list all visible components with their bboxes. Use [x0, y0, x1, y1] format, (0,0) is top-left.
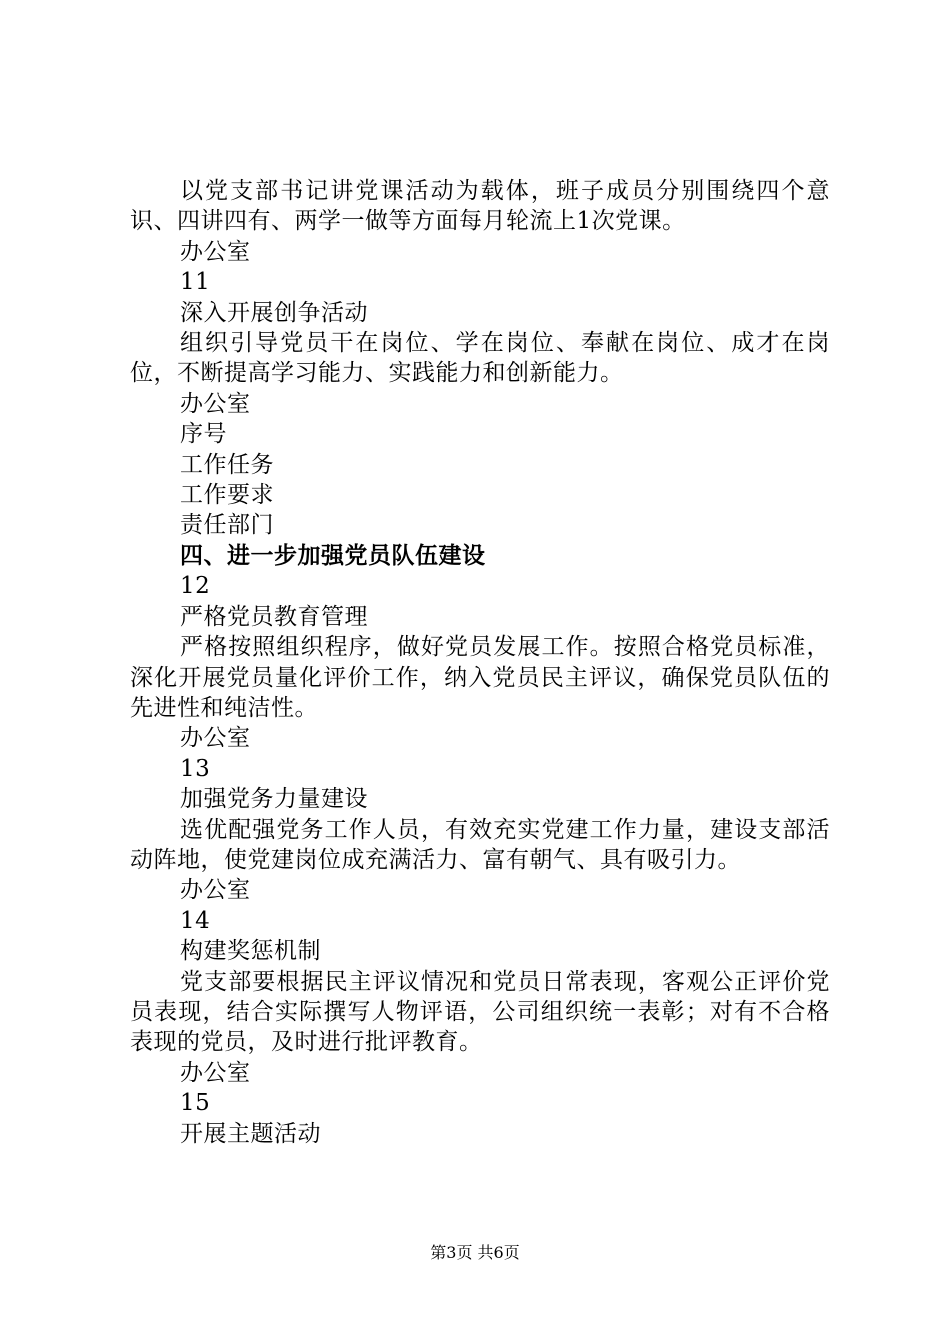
item-number: 15	[180, 1090, 211, 1117]
document-body	[130, 176, 830, 1149]
page-footer: 第3页 共6页	[430, 1243, 520, 1262]
item-number: 12	[180, 573, 211, 600]
item-number: 11	[180, 269, 211, 296]
paragraph-requirement: 严格按照组织程序，做好党员发展工作。按照合格党员标准，深化开展党员量化评价工作，纳入党员民主评议，确保党员队伍的先进性和纯洁性。	[130, 634, 830, 721]
item-task: 深入开展创争活动	[180, 299, 368, 326]
department: 办公室	[180, 238, 251, 265]
item-task: 开展主题活动	[180, 1120, 321, 1147]
department: 办公室	[180, 1059, 251, 1086]
department: 办公室	[180, 877, 251, 904]
item-number: 13	[180, 755, 211, 782]
header-number: 序号	[180, 421, 227, 448]
header-requirement: 工作要求	[180, 482, 274, 509]
paragraph-requirement: 选优配强党务工作人员，有效充实党建工作力量，建设支部活动阵地，使党建岗位成充满活力、富有朝气、具有吸引力。	[130, 816, 830, 873]
item-task: 加强党务力量建设	[180, 786, 368, 813]
item-task: 构建奖惩机制	[180, 938, 321, 965]
paragraph-requirement: 党支部要根据民主评议情况和党员日常表现，客观公正评价党员表现，结合实际撰写人物评语，公司组织统一表彰；对有不合格表现的党员，及时进行批评教育。	[130, 968, 830, 1056]
item-number: 14	[180, 907, 211, 934]
section-heading: 四、进一步加强党员队伍建设	[180, 542, 486, 569]
paragraph-requirement: 组织引导党员干在岗位、学在岗位、奉献在岗位、成才在岗位，不断提高学习能力、实践能力和创新能力。	[130, 330, 830, 387]
header-department: 责任部门	[180, 512, 274, 539]
paragraph-requirement: 以党支部书记讲党课活动为载体，班子成员分别围绕四个意识、四讲四有、两学一做等方面每月轮流上1次党课。	[130, 178, 830, 235]
header-task: 工作任务	[180, 451, 274, 478]
department: 办公室	[180, 725, 251, 752]
department: 办公室	[180, 390, 251, 417]
item-task: 严格党员教育管理	[180, 603, 368, 630]
